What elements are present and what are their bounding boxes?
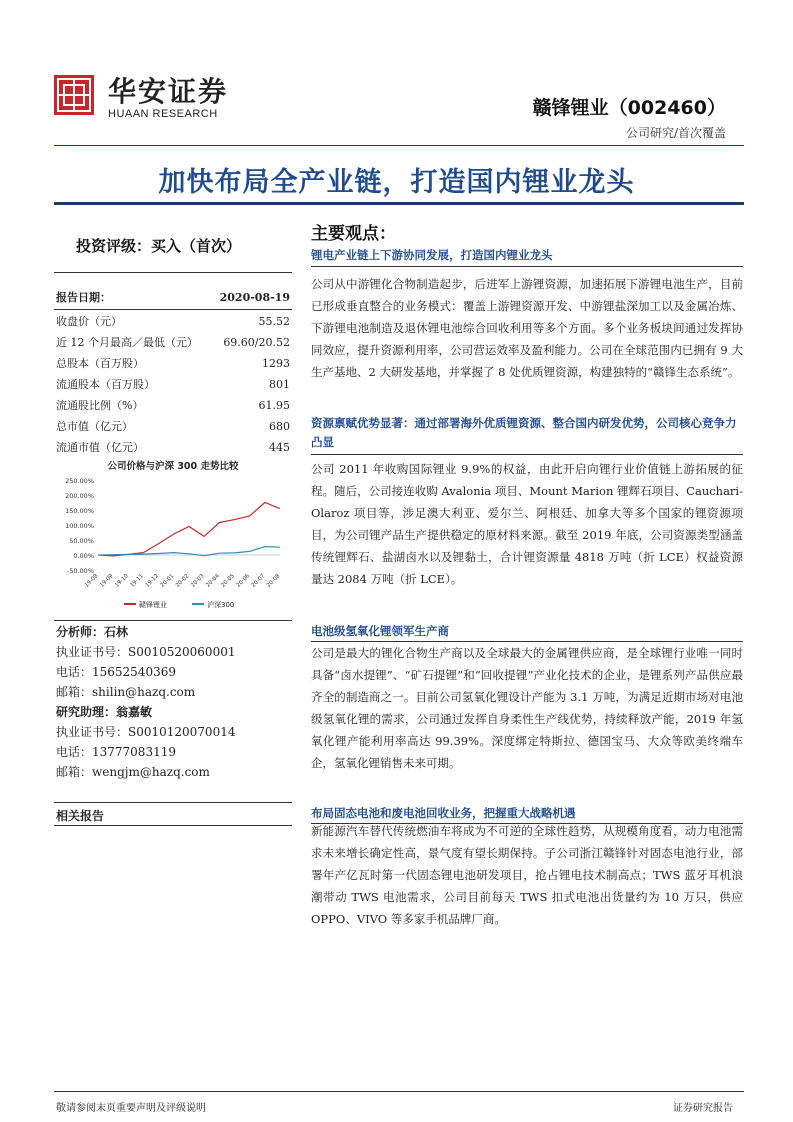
series-line	[98, 547, 280, 556]
x-tick-label: 19-12	[144, 573, 161, 589]
x-tick-label: 20-07	[250, 573, 267, 589]
stat-value: 1293	[262, 357, 290, 370]
page-title: 加快布局全产业链，打造国内锂业龙头	[158, 167, 635, 198]
assistant-email[interactable]: 邮箱：wengjm@hazq.com	[56, 765, 210, 779]
y-tick-label: 150.00%	[65, 507, 94, 515]
assistant-phone: 电话：13777083119	[56, 745, 176, 759]
report-date-value: 2020-08-19	[219, 291, 290, 304]
footer-divider	[54, 1091, 744, 1092]
logo-mark	[54, 75, 94, 115]
stat-label: 流通股比例（%）	[56, 399, 144, 412]
section-body: 公司是最大的锂化合物生产商以及全球最大的金属锂供应商，是全球锂行业唯一同时具备“卤水提锂”、“矿石提锂”和“回收提锂”产业化技术的企业，是锂系列产品供应最齐全的制造商之一。目前公司氢氧化锂设计产能为 3.1 万吨，为满足近期市场对电池级氢氧化锂的需求，公司通过发挥自身柔性生产线优势，持续释放产能，2019 年氢氧化锂产能利用率高达 99.39%。深度绑定特斯拉、德国宝马、大众等欧美终端车企，氢氧化锂销售未来可期。	[311, 646, 743, 770]
header-divider	[54, 145, 744, 146]
stock-stats-rows	[56, 311, 290, 458]
assistant-cert: 执业证书号：S0010120070014	[56, 725, 236, 739]
x-tick-label: 20-06	[235, 573, 252, 589]
analyst-block	[56, 622, 296, 782]
stat-value: 61.95	[258, 399, 290, 412]
series-line	[98, 503, 280, 556]
table-row	[56, 332, 290, 353]
x-tick-label: 20-01	[159, 573, 176, 589]
section-divider	[311, 266, 743, 267]
logo-text-en: HUAAN RESEARCH	[108, 108, 218, 120]
stat-value: 801	[269, 378, 290, 391]
y-tick-label: 250.00%	[65, 477, 94, 485]
analyst-phone: 电话：15652540369	[56, 665, 176, 679]
section-head: 布局固态电池和废电池回收业务，把握重大战略机遇	[311, 806, 576, 820]
x-tick-label: 19-10	[114, 573, 130, 589]
table-row	[56, 374, 290, 395]
legend-label: 赣锋锂业	[139, 601, 167, 609]
stat-label: 总股本（百万股）	[56, 357, 144, 370]
chart-divider	[54, 620, 292, 621]
main-points-heading: 主要观点：	[311, 224, 396, 244]
rating-divider	[54, 272, 292, 273]
x-tick-label: 20-02	[174, 573, 191, 589]
table-row	[56, 311, 290, 332]
table-row	[56, 395, 290, 416]
related-divider-top	[54, 802, 292, 803]
y-tick-label: 200.00%	[65, 492, 94, 500]
x-tick-label: 20-04	[205, 573, 221, 589]
stat-label: 流通股本（百万股）	[56, 378, 155, 391]
logo-seal-icon	[54, 75, 94, 115]
stat-value: 69.60/20.52	[223, 336, 290, 349]
x-tick-label: 19-08	[83, 573, 100, 589]
x-tick-label: 19-11	[129, 573, 145, 589]
chart-title: 公司价格与沪深 300 走势比较	[107, 461, 239, 472]
section-head: 电池级氢氧化锂领军生产商	[311, 624, 449, 638]
logo-text-cn: 华安证券	[108, 75, 229, 108]
footer-disclaimer[interactable]: 敬请参阅末页重要声明及评级说明	[56, 1103, 206, 1114]
y-tick-label: 100.00%	[65, 522, 94, 530]
table-row	[56, 437, 290, 458]
analyst-name: 分析师：石林	[56, 625, 129, 639]
footer-doc-type: 证券研究报告	[673, 1103, 733, 1114]
report-date-label: 报告日期：	[56, 291, 111, 304]
report-date-row	[56, 287, 290, 308]
legend-label: 沪深300	[207, 601, 235, 609]
section-head: 锂电产业链上下游协同发展，打造国内锂业龙头	[311, 248, 553, 262]
stat-label: 近 12 个月最高／最低（元）	[56, 336, 198, 349]
x-tick-label: 19-09	[99, 573, 115, 589]
related-reports-heading: 相关报告	[56, 809, 105, 823]
y-tick-label: -50.00%	[66, 567, 94, 575]
stats-divider	[54, 309, 292, 310]
x-tick-label: 20-05	[220, 573, 236, 589]
x-tick-label: 20-08	[265, 573, 282, 589]
section-body: 公司 2011 年收购国际锂业 9.9%的权益，由此开启向锂行业价值链上游拓展的征程。随后，公司接连收购 Avalonia 项目、Mount Marion 锂辉石项目、Cauchari-Olaroz 项目等，涉足澳大利亚、爱尔兰、阿根廷、加拿大等多个国家的锂资源项目，为公司锂产品生产提供稳定的原材料来源。截至 2019 年底，公司资源类型涵盖传统锂辉石、盐湖卤水以及锂黏土，合计锂资源量 4818 万吨（折 LCE）权益资源量达 2084 万吨（折 LCE）。	[311, 462, 743, 586]
analyst-email[interactable]: 邮箱：shilin@hazq.com	[56, 685, 196, 699]
stat-label: 流通市值（亿元）	[56, 441, 144, 454]
investment-rating: 投资评级：买入（首次）	[76, 237, 242, 255]
analyst-cert: 执业证书号：S0010520060001	[56, 645, 236, 659]
company-name: 赣锋锂业（002460）	[532, 97, 726, 119]
section-head: 资源禀赋优势显著：通过部署海外优质锂资源、整合国内研发优势，公司核心竞争力凸显	[311, 416, 737, 449]
stat-value: 680	[269, 420, 290, 433]
stat-label: 收盘价（元）	[56, 315, 122, 328]
table-row	[56, 416, 290, 437]
stock-stats-table	[56, 287, 290, 308]
section-body: 新能源汽车替代传统燃油车将成为不可逆的全球性趋势，从规模角度看，动力电池需求未来增长确定性高，景气度有望长期保持。子公司浙江赣锋针对固态电池行业，部署年产亿瓦时第一代固态锂电池研发项目，抢占锂电技术制高点；TWS 蓝牙耳机浪潮带动 TWS 电池需求，公司目前每天 TWS 扣式电池出货量约为 10 万只，供应 OPPO、VIVO 等多家手机品牌厂商。	[311, 824, 743, 926]
stat-value: 55.52	[258, 315, 290, 328]
section-divider	[311, 454, 743, 455]
y-tick-label: 0.00%	[73, 552, 94, 560]
stat-value: 445	[269, 441, 290, 454]
table-row	[56, 353, 290, 374]
title-divider	[54, 202, 744, 205]
stat-label: 总市值（亿元）	[56, 420, 133, 433]
document-type: 公司研究/首次覆盖	[625, 126, 726, 140]
related-divider-bottom	[54, 825, 292, 826]
section-body: 公司从中游锂化合物制造起步，后进军上游锂资源，加速拓展下游锂电池生产，目前已形成垂直整合的业务模式：覆盖上游锂资源开发、中游锂盐深加工以及金属冶炼、下游锂电池制造及退休锂电池综合回收利用等多个方面。多个业务板块间通过发挥协同效应，提升资源利用率，公司营运效率及盈利能力。公司在全球范围内已拥有 9 大生产基地、2 大研发基地，并掌握了 8 处优质锂资源，构建独特的“赣锋生态系统”。	[311, 277, 743, 379]
price-comparison-chart	[54, 472, 292, 614]
y-tick-label: 50.00%	[69, 537, 94, 545]
x-tick-label: 20-03	[190, 573, 206, 589]
assistant-name: 研究助理：翁嘉敏	[56, 705, 153, 719]
